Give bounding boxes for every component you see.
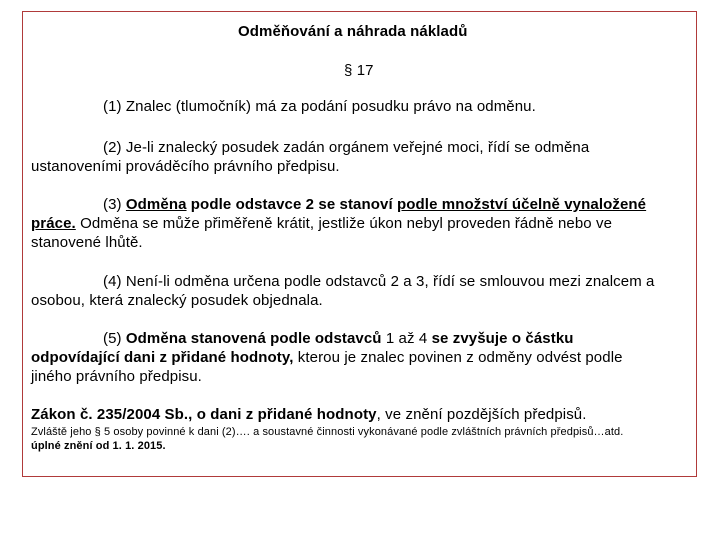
paragraph-3-bold-text: podle odstavce 2 se stanoví xyxy=(186,196,398,213)
paragraph-3-emph-prace: práce. xyxy=(31,215,76,232)
law-suffix: , ve znění pozdějších předpisů. xyxy=(376,406,587,423)
paragraph-5-bold-2: se zvyšuje o částku xyxy=(431,330,574,347)
paragraph-3-line-2 xyxy=(31,214,612,233)
paragraph-3-prefix: (3) xyxy=(103,196,126,213)
law-note: Zvláště jeho § 5 osoby povinné k dani (2)…. a soustavné činnosti vykonávané podle zvláštních právních předpisů…atd. xyxy=(31,426,624,438)
paragraph-5-bold-3: odpovídající dani z přidané hodnoty, xyxy=(31,349,294,366)
paragraph-5-range: 1 až 4 xyxy=(381,330,432,347)
law-full-version: úplné znění od 1. 1. 2015. xyxy=(31,440,166,452)
paragraph-5-text: kterou je znalec povinen z odměny odvést podle xyxy=(293,349,623,366)
paragraph-2-line-1: (2) Je-li znalecký posudek zadán orgánem veřejné moci, řídí se odměna xyxy=(103,139,590,156)
document-title: Odměňování a náhrada nákladů xyxy=(238,23,468,40)
paragraph-4-line-1: (4) Není-li odměna určena podle odstavců 2 a 3, řídí se smlouvou mezi znalcem a xyxy=(103,273,655,290)
paragraph-3-line-3: stanovené lhůtě. xyxy=(31,234,143,251)
paragraph-3-emph-mnozstvi: podle množství účelně vynaložené xyxy=(397,196,647,213)
paragraph-5-prefix: (5) xyxy=(103,330,126,347)
paragraph-5-line-1 xyxy=(103,329,574,348)
law-title: Zákon č. 235/2004 Sb., o dani z přidané hodnoty xyxy=(31,406,377,423)
paragraph-3-emph-odmena: Odměna xyxy=(125,196,187,213)
paragraph-5-bold-1: Odměna stanovená podle odstavců xyxy=(125,330,382,347)
paragraph-5-line-2 xyxy=(31,348,623,367)
paragraph-3-line-1 xyxy=(103,195,646,214)
law-reference xyxy=(31,405,587,424)
paragraph-3-text: Odměna se může přiměřeně krátit, jestliže úkon nebyl proveden řádně nebo ve xyxy=(75,215,613,232)
paragraph-5-line-3: jiného právního předpisu. xyxy=(31,368,202,385)
paragraph-2-line-2: ustanoveními prováděcího právního předpisu. xyxy=(31,158,340,175)
section-number: § 17 xyxy=(344,62,374,79)
paragraph-4-line-2: osobou, která znalecký posudek objednala. xyxy=(31,292,323,309)
paragraph-1: (1) Znalec (tlumočník) má za podání posudku právo na odměnu. xyxy=(103,98,536,115)
